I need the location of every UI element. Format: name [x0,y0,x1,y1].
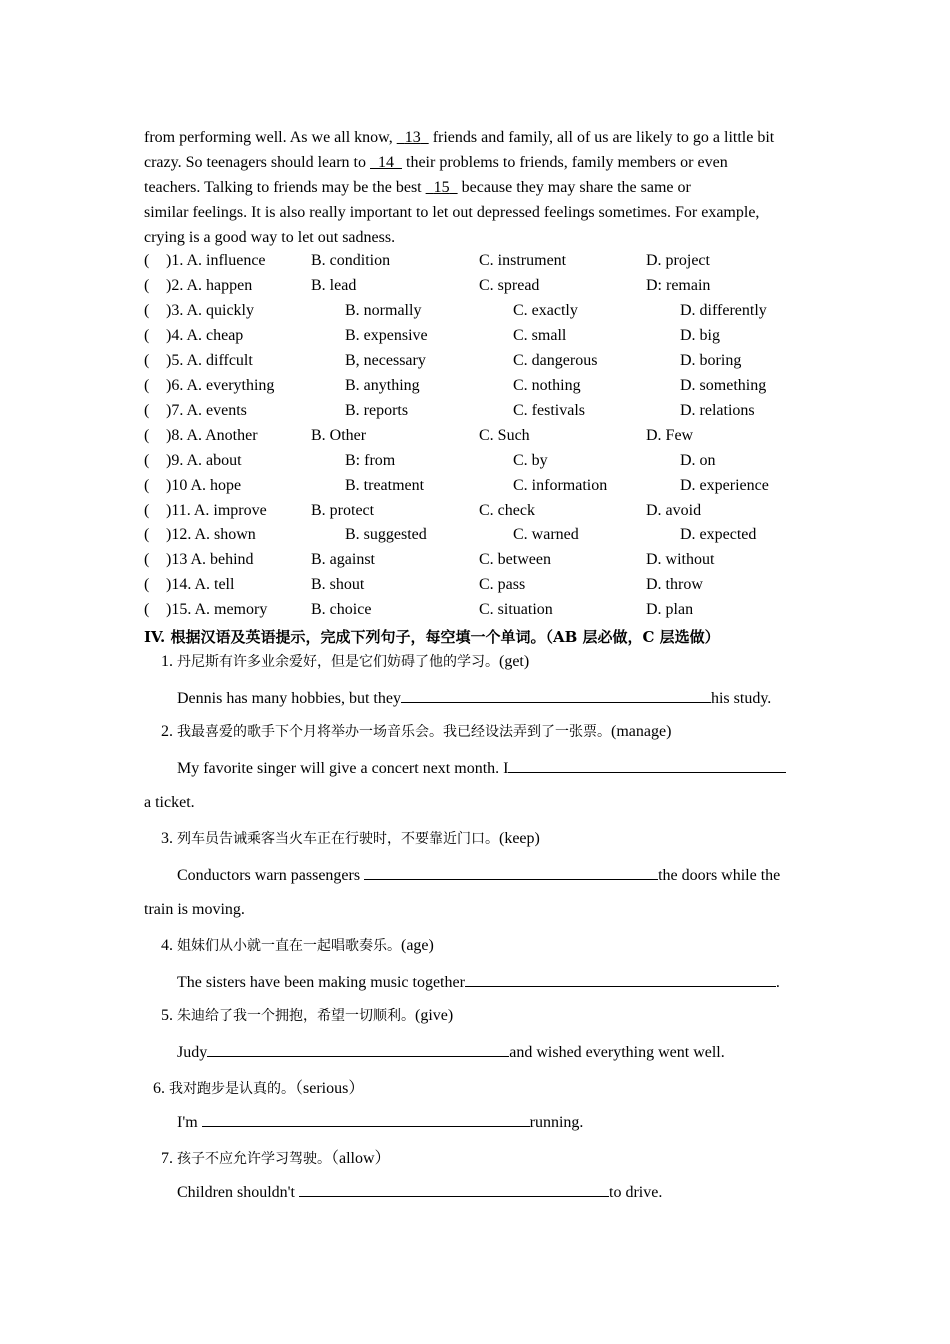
option-b: B. against [311,551,375,569]
answer-paren: ( [144,301,150,319]
item-answer-line: Judy and wished everything went well. [177,1040,725,1062]
section-heading: IV. 根据汉语及英语提示，完成下列句子，每空填一个单词。（AB 层必做，C 层选做） [144,628,720,646]
option-c: C. by [513,451,548,469]
answer-paren: ( [144,252,150,269]
option-d: D. on [680,451,716,469]
option-a: )10 A. hope [166,476,242,494]
item-answer-line: Dennis has many hobbies, but they his study. [177,686,771,708]
option-c: C. small [513,326,567,344]
option-a: )3. A. quickly [166,301,254,319]
choice-row [144,551,824,573]
item-answer-line: The sisters have been making music together . [177,970,780,992]
item-continuation: a ticket. [144,794,195,811]
choice-row [144,377,824,399]
option-d: D. avoid [646,501,702,519]
answer-paren: ( [144,326,150,344]
answer-paren: ( [144,451,150,469]
answer-paren: ( [144,276,150,294]
item-answer-line: Conductors warn passengers the doors while the [177,863,780,885]
item-continuation: train is moving. [144,901,245,918]
option-a: )5. A. diffcult [166,351,253,369]
option-a: )2. A. happen [166,276,253,294]
option-d: D. differently [680,301,767,319]
passage-text: teachers. Talking to friends may be the best [144,179,426,196]
option-b: B. expensive [345,326,428,344]
answer-blank[interactable] [207,1040,509,1057]
option-c: C. spread [479,276,540,294]
choice-row [144,277,824,299]
choice-row [144,402,824,424]
answer-blank[interactable] [401,686,711,703]
option-c: C. check [479,501,535,519]
option-c: C. dangerous [513,351,598,369]
passage-text: because they may share the same or [457,179,691,196]
option-b: B. suggested [345,526,427,544]
choice-row [144,352,824,374]
option-d: D. throw [646,576,703,594]
choice-row [144,526,824,548]
answer-paren: ( [144,501,150,519]
item-answer-line: I'm running. [177,1110,583,1132]
option-a: )6. A. everything [166,376,275,394]
option-b: B, necessary [345,351,426,369]
blank-13: 13 [404,129,421,146]
item-prompt: 2. 我最喜爱的歌手下个月将举办一场音乐会。我已经设法弄到了一张票。(manage) [161,723,672,740]
item-prompt: 5. 朱迪给了我一个拥抱，希望一切顺利。(give) [161,1007,454,1024]
item-answer-line: Children shouldn't to drive. [177,1180,662,1202]
choice-row [144,601,824,623]
option-d: D. without [646,551,715,569]
passage-text: crazy. So teenagers should learn to [144,154,370,171]
option-a: )9. A. about [166,451,242,469]
option-d: D. experience [680,476,769,494]
answer-blank[interactable] [299,1180,609,1197]
option-d: D. boring [680,351,742,369]
answer-paren: ( [144,576,150,594]
answer-blank[interactable] [364,863,658,880]
answer-paren: ( [144,476,150,494]
choice-row [144,252,824,274]
option-d: D. project [646,252,710,269]
option-a: )8. A. Another [166,426,258,444]
option-d: D. plan [646,601,694,619]
option-a: )7. A. events [166,401,247,419]
passage-text: friends and family, all of us are likely to go a little bit [428,129,775,146]
item-prompt: 1. 丹尼斯有许多业余爱好，但是它们妨碍了他的学习。(get) [161,653,530,670]
choice-row [144,302,824,324]
choice-row [144,427,824,449]
answer-paren: ( [144,376,150,394]
item-prompt: 6. 我对跑步是认真的。（serious） [153,1080,365,1097]
passage-text: their problems to friends, family members or even [402,154,728,171]
blank-15: 15 [433,179,450,196]
option-b: B. Other [311,426,367,444]
option-c: C. nothing [513,376,581,394]
option-a: )12. A. shown [166,526,256,544]
answer-paren: ( [144,526,150,544]
option-b: B. lead [311,276,357,294]
option-c: C. pass [479,576,526,594]
passage-line-4: similar feelings. It is also really important to let out depressed feelings sometimes. For example, [144,204,760,221]
item-prompt: 3. 列车员告诫乘客当火车正在行驶时，不要靠近门口。(keep) [161,830,540,847]
choice-row [144,477,824,499]
option-b: B. normally [345,301,422,319]
option-c: C. between [479,551,551,569]
option-b: B. choice [311,601,372,619]
blank-14: 14 [378,154,394,171]
choice-row [144,327,824,349]
option-b: B. shout [311,576,365,594]
option-a: )1. A. influence [166,252,266,269]
answer-paren: ( [144,401,150,419]
passage-text: from performing well. As we all know, [144,129,397,146]
passage-line-2 [144,153,728,173]
option-a: )14. A. tell [166,576,235,594]
item-prompt: 7. 孩子不应允许学习驾驶。（allow） [161,1150,391,1167]
answer-blank[interactable] [465,970,776,987]
answer-blank[interactable] [508,756,786,773]
item-prompt: 4. 姐妹们从小就一直在一起唱歌奏乐。(age) [161,937,434,954]
passage-line-3 [144,178,691,198]
option-a: )13 A. behind [166,551,254,569]
option-b: B. anything [345,376,420,394]
option-b: B. treatment [345,476,425,494]
option-b: B. protect [311,501,375,519]
answer-paren: ( [144,351,150,369]
option-a: )4. A. cheap [166,326,244,344]
answer-blank[interactable] [202,1110,530,1127]
option-c: C. information [513,476,608,494]
option-d: D. relations [680,401,755,419]
option-c: C. warned [513,526,579,544]
option-d: D. Few [646,426,694,444]
option-b: B. reports [345,401,409,419]
choice-row [144,576,824,598]
option-d: D: remain [646,276,711,294]
option-c: C. situation [479,601,553,619]
option-d: D. big [680,326,720,344]
choice-row [144,452,824,474]
answer-paren: ( [144,551,150,569]
option-a: )11. A. improve [166,501,267,519]
option-c: C. instrument [479,252,567,269]
option-a: )15. A. memory [166,601,268,619]
option-c: C. festivals [513,401,585,419]
option-b: B. condition [311,252,391,269]
answer-paren: ( [144,601,150,619]
choice-row [144,502,824,524]
item-answer-line: My favorite singer will give a concert next month. I [177,756,786,778]
option-c: C. exactly [513,301,578,319]
option-d: D. expected [680,526,757,544]
passage-line-5: crying is a good way to let out sadness. [144,229,396,246]
option-d: D. something [680,376,767,394]
option-c: C. Such [479,426,530,444]
passage-line-1 [144,128,774,148]
option-b: B: from [345,451,396,469]
answer-paren: ( [144,426,150,444]
